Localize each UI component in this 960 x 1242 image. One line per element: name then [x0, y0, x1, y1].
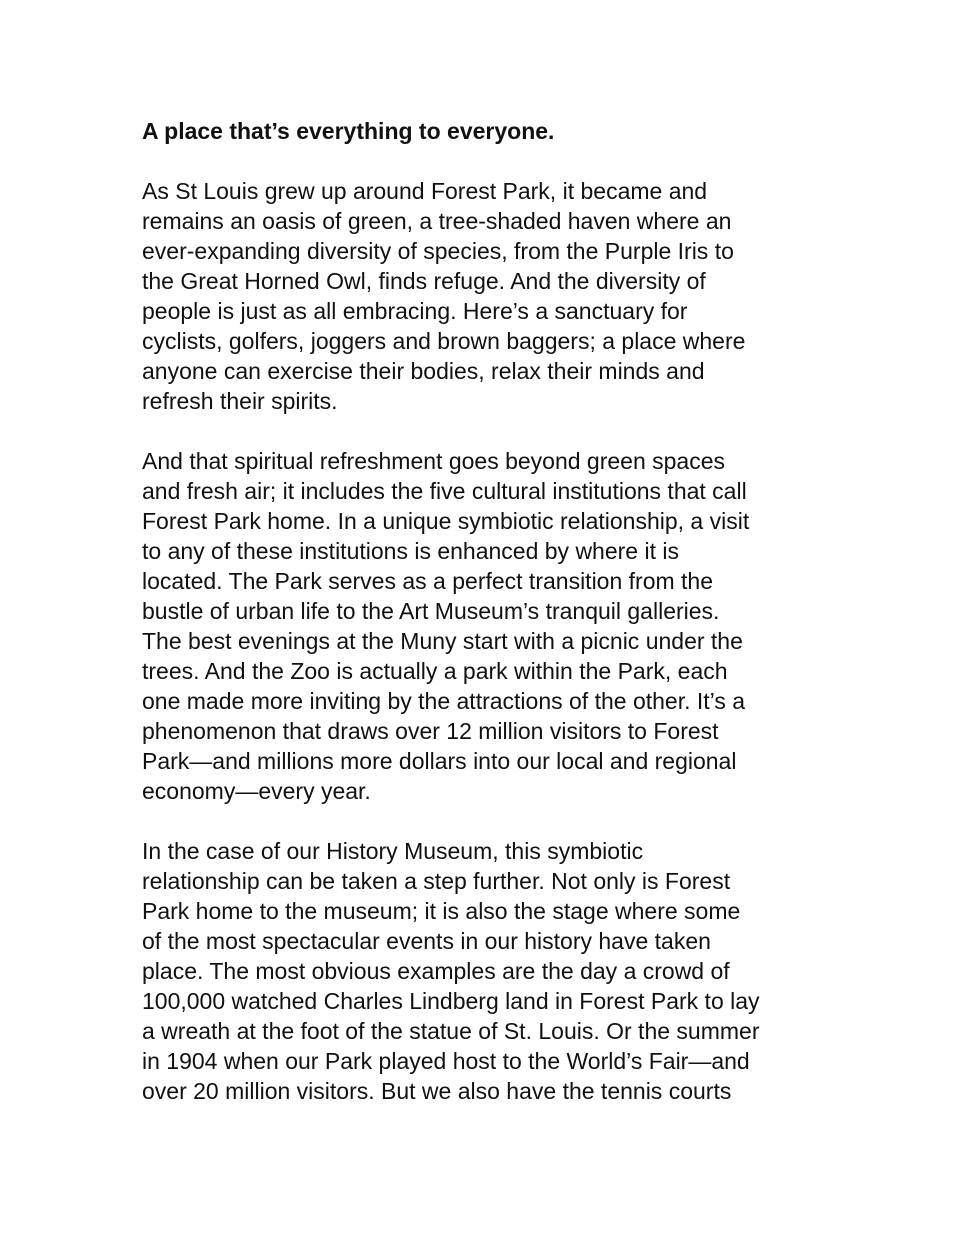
paragraph-line: And that spiritual refreshment goes beyond green spaces: [142, 448, 726, 474]
paragraph-line: in 1904 when our Park played host to the World’s Fair—and: [142, 1048, 750, 1074]
paragraph-line: trees. And the Zoo is actually a park within the Park, each: [142, 658, 728, 684]
paragraph-line: Park—and millions more dollars into our local and regional: [142, 748, 737, 774]
paragraph-line: refresh their spirits.: [142, 388, 338, 414]
paragraph-line: bustle of urban life to the Art Museum’s tranquil galleries.: [142, 598, 720, 624]
paragraph-3: [142, 836, 832, 1106]
paragraph-line: and fresh air; it includes the five cultural institutions that call: [142, 478, 747, 504]
paragraph-line: anyone can exercise their bodies, relax their minds and: [142, 358, 705, 384]
paragraph-line: ever-expanding diversity of species, from the Purple Iris to: [142, 238, 734, 264]
paragraph-1: [142, 176, 832, 416]
paragraph-line: relationship can be taken a step further. Not only is Forest: [142, 868, 731, 894]
paragraph-line: 100,000 watched Charles Lindberg land in Forest Park to lay: [142, 988, 760, 1014]
paragraph-line: a wreath at the foot of the statue of St. Louis. Or the summer: [142, 1018, 760, 1044]
paragraph-line: economy—every year.: [142, 778, 371, 804]
paragraph-line: located. The Park serves as a perfect transition from the: [142, 568, 714, 594]
paragraph-line: people is just as all embracing. Here’s a sanctuary for: [142, 298, 688, 324]
paragraph-2: [142, 446, 832, 806]
paragraph-line: Forest Park home. In a unique symbiotic relationship, a visit: [142, 508, 750, 534]
paragraph-line: cyclists, golfers, joggers and brown baggers; a place where: [142, 328, 746, 354]
paragraph-line: Park home to the museum; it is also the stage where some: [142, 898, 741, 924]
paragraph-line: to any of these institutions is enhanced by where it is: [142, 538, 679, 564]
paragraph-line: As St Louis grew up around Forest Park, it became and: [142, 178, 708, 204]
paragraph-line: place. The most obvious examples are the day a crowd of: [142, 958, 730, 984]
paragraph-line: In the case of our History Museum, this symbiotic: [142, 838, 644, 864]
document-body: [142, 116, 832, 1136]
paragraph-line: the Great Horned Owl, finds refuge. And the diversity of: [142, 268, 706, 294]
paragraph-line: one made more inviting by the attractions of the other. It’s a: [142, 688, 746, 714]
paragraph-line: remains an oasis of green, a tree-shaded haven where an: [142, 208, 732, 234]
paragraph-line: phenomenon that draws over 12 million visitors to Forest: [142, 718, 719, 744]
document-heading: A place that’s everything to everyone.: [142, 118, 555, 144]
paragraph-line: The best evenings at the Muny start with a picnic under the: [142, 628, 743, 654]
paragraph-line: over 20 million visitors. But we also have the tennis courts: [142, 1078, 732, 1104]
paragraph-line: of the most spectacular events in our history have taken: [142, 928, 711, 954]
